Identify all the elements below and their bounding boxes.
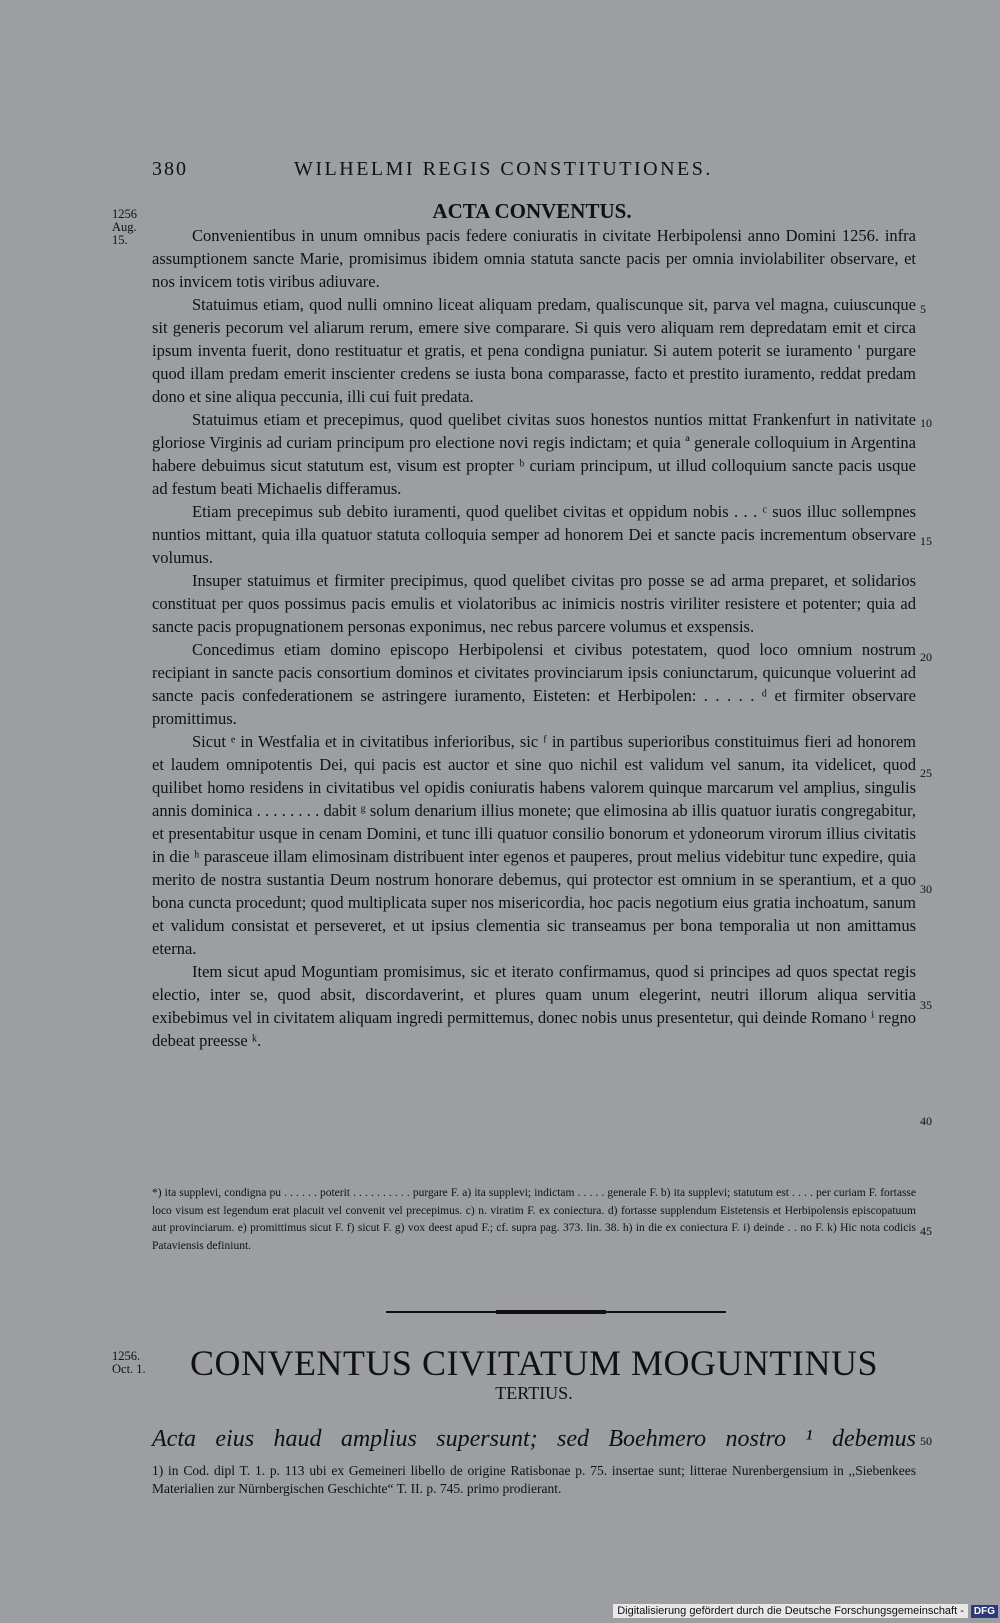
dfg-logo-icon: DFG <box>971 1605 998 1618</box>
line-number: 10 <box>920 416 932 430</box>
paragraph: Sicut ᵉ in Westfalia et in civitatibus inferioribus, sic ᶠ in partibus superioribus constituimus fieri ad honorem et laudem omnipotentis Dei, qui pacis est auctor et sine quo nichil est validum vel sanum, ita videlicet, quod quilibet homo residens in civitatibus vel opidis coniuratis habens valorem quinque marcarum vel amplius, singulis annis dominica . . . . . . . . dabit ᵍ solum denarium illius monete; que elimosina ab illis quatuor iuratis congregabitur, et presentabitur usque in cenam Domini, et tunc illi quatuor consilio bonorum et ydoneorum virorum illius civitatis in die ʰ parasceue illam elimosinam distribuent inter egenos et pauperes, prout melius videbitur tunc expedire, quia merito de nostra sustantia Deum nostrum honorare debemus, qui protector est omnium in se sperantium, et a quo bona cuncta procedunt; quod multiplicata super nos misericordia, hoc pacis negotium eius gratia inchoatum, sanum et validum consistat et perseveret, et ut ipsius clementia sic transeamus per bona temporalia ut non amittamus eterna. <box>152 732 916 958</box>
line-number: 5 <box>920 302 926 316</box>
margin-year: 1256. <box>112 1349 141 1363</box>
bottom-footnote: 1) in Cod. dipl T. 1. p. 113 ubi ex Gemeineri libello de origine Ratisbonae p. 75. insertae sunt; litterae Nurenbergensium in ,,Siebenkees Materialien zur Nürnbergischen Geschichte“ T. II. p. 745. primo prodierant. <box>152 1463 916 1496</box>
line-number: 30 <box>920 882 932 896</box>
line-number: 20 <box>920 650 932 664</box>
line-number: 15 <box>920 534 932 548</box>
divider-accent <box>496 1310 606 1314</box>
section-heading: CONVENTUS CIVITATUM MOGUNTINUS <box>189 1343 879 1383</box>
margin-day: 15. <box>112 233 128 247</box>
margin-date-2 <box>112 1350 146 1376</box>
margin-year: 1256 <box>112 207 137 221</box>
section-title: ACTA CONVENTUS. <box>432 199 632 223</box>
line-number: 45 <box>920 1224 932 1238</box>
line-number: 40 <box>920 1114 932 1128</box>
footnotes <box>152 1185 916 1255</box>
paragraph: Insuper statuimus et firmiter precipimus, quod quelibet civitas pro posse se ad arma preparet, et solidarios constituat per quos possimus pacis emulis et violatoribus ac inimicis nostris viriliter resistere et potenter; quia ad sancte pacis propugnationem personas exponimus, nec rebus parcere volumus et exspensis. <box>152 571 916 636</box>
running-title: WILHELMI REGIS CONSTITUTIONES. <box>294 158 713 180</box>
margin-date-text: Oct. 1. <box>112 1362 146 1376</box>
page-number: 380 <box>152 158 188 180</box>
paragraph: Statuimus etiam et precepimus, quod quelibet civitas suos honestos nuntios mittat Frankenfurt in nativitate gloriose Virginis ad curiam principum pro electione novi regis indictam; et quia ª generale colloquium in Argentina habere debuimus sicut statutum est, visum est propter ᵇ curiam principum, ut illud colloquium sancte pacis usque ad festum beati Michaelis differamus. <box>152 410 916 498</box>
margin-month: Aug. <box>112 220 137 234</box>
section-subheading: TERTIUS. <box>495 1383 573 1403</box>
paragraph: Statuimus etiam, quod nulli omnino liceat aliquam predam, qualiscunque sit, parva vel magna, cuiuscunque sit generis pecorum vel aliarum rerum, emere sive comparare. Si quis vero aliquam rem depredatam emit et circa ipsum inventa fuerit, dono restituatur et gratis, et pena condigna puniatur. Si autem poterit se iuramento ' purgare quod illam predam emerit inscienter credens se iusta bona comparasse, facto et prestito iuramento, reddat predam dono et sine aliqua peccunia, illi cui fuit predata. <box>152 295 916 406</box>
dfg-credit-bar <box>613 1603 998 1619</box>
margin-date-1 <box>112 208 137 247</box>
paragraph: Concedimus etiam domino episcopo Herbipolensi et civibus potestatem, quod loco omnium nostrum recipiant in sancte pacis consortium dominos et civitates provinciarum ipsis coniunctarum, quicunque voluerint ad sancte pacis confederationem se astringere iuramento, Eisteten: et Herbipolen: . . . . . ᵈ et firmiter observare promittimus. <box>152 640 916 728</box>
line-number: 35 <box>920 998 932 1012</box>
line-number: 25 <box>920 766 932 780</box>
footnote-text: *) ita supplevi, condigna pu . . . . . . poterit . . . . . . . . . . purgare F. a) ita supplevi; indictam . . . . . generale F. b) ita supplevi; statutum est . . . . per curiam F. fortasse loco visum est legendum erat placuit vel convenit vel precepimus. c) n. viratim F. ex coniectura. d) fortasse supplendum Eistetensis et Herbipolensis episcopatuum aut provinciarum. e) promittimus sicut F. f) sicut F. g) vox deest apud F.; cf. supra pag. 373. lin. 38. h) in die ex coniectura F. i) deinde . . no F. k) Hic nota codicis Pataviensis definiunt. <box>152 1187 916 1252</box>
line-number: 50 <box>920 1434 932 1448</box>
paragraph: Etiam precepimus sub debito iuramenti, quod quelibet civitas et oppidum nobis . . . ᶜ suos illuc sollempnes nuntios mittant, quia illa quatuor statuta colloquia semper ad honorem Dei et sancte pacis incrementum observare volumus. <box>152 502 916 567</box>
section-divider <box>386 1311 726 1313</box>
paragraph: Item sicut apud Moguntiam promisimus, sic et iterato confirmamus, quod si principes ad quos spectat regis electio, inter se, quod absit, discordaverint, et plures quam unum elegerint, neutri illorum aliqua servitia exibebimus vel in civitatem aliquam ingredi permittemus, donec nobis unus presentetur, qui deinde Romano ⁱ regno debeat preesse ᵏ. <box>152 962 916 1050</box>
italic-intro: Acta eius haud amplius supersunt; sed Boehmero nostro ¹ debemus <box>152 1426 916 1452</box>
paragraph: Convenientibus in unum omnibus pacis federe coniuratis in civitate Herbipolensi anno Domini 1256. infra assumptionem sancte Marie, promisimus ibidem omnia statuta sancte pacis per omnia inviolabiliter observare, et nos invicem totis viribus adiuvare. <box>152 226 916 291</box>
dfg-credit-text: Digitalisierung gefördert durch die Deutsche Forschungsgemeinschaft - <box>613 1604 968 1618</box>
running-header <box>152 158 914 186</box>
body-text <box>152 224 916 1052</box>
